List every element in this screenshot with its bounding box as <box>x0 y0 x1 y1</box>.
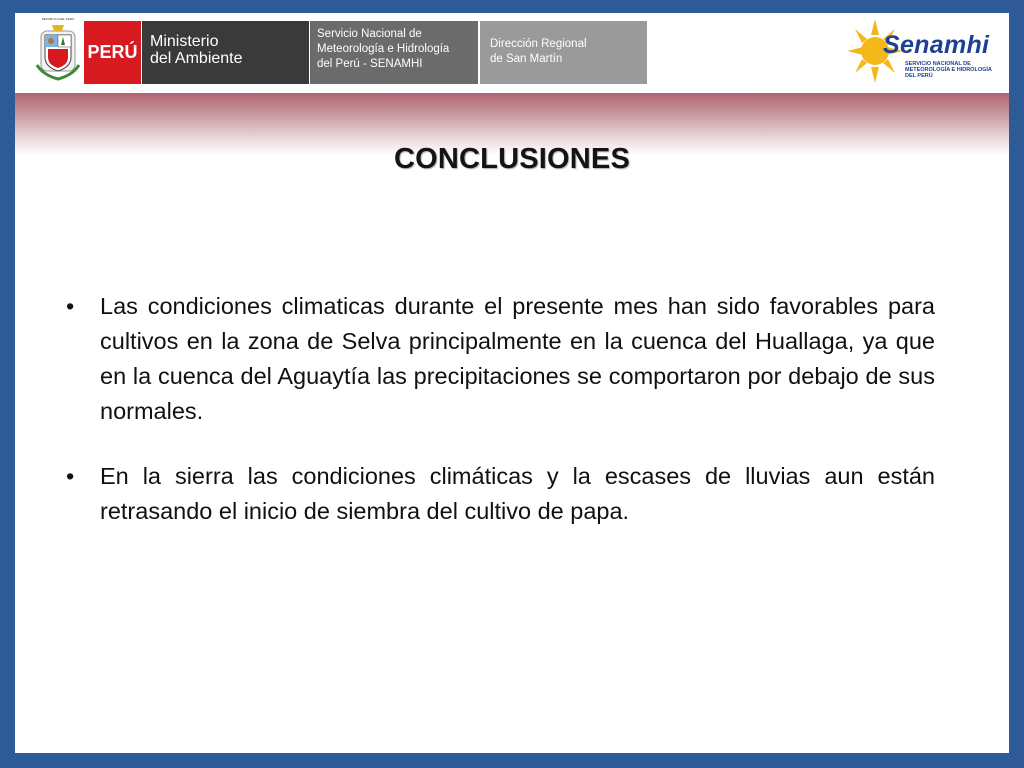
coat-of-arms-icon <box>35 21 81 83</box>
list-item <box>62 459 935 529</box>
ministry-line-1: Ministerio <box>150 33 219 50</box>
list-item-text: Las condiciones climaticas durante el presente mes han sido favorables para cultivos en la zona de Selva principalmente en la cuenca del Huallaga, ya que en la cuenca del Aguaytía las precipitaciones se comportaron por debajo de sus normales. <box>100 293 935 424</box>
ministry-block <box>142 21 309 84</box>
slide <box>15 13 1009 753</box>
direction-line-1: Dirección Regional <box>490 38 587 50</box>
peru-label-block <box>84 21 141 84</box>
slide-title: CONCLUSIONES <box>393 143 631 175</box>
regional-direction-block <box>480 21 647 84</box>
bullet-icon: • <box>66 293 75 319</box>
senamhi-logo <box>847 17 997 85</box>
coat-of-arms-caption: REPÚBLICA DEL PERÚ <box>41 17 75 21</box>
direction-line-2: de San Martín <box>490 53 563 65</box>
service-block <box>310 21 478 84</box>
senamhi-wordmark: Senamhi <box>883 31 990 59</box>
service-line-2: Meteorología e Hidrología <box>317 43 450 55</box>
list-item <box>62 289 935 429</box>
bullet-icon: • <box>66 463 75 489</box>
service-line-1: Servicio Nacional de <box>317 28 422 40</box>
conclusions-list <box>62 289 935 559</box>
peru-label: PERÚ <box>87 42 138 62</box>
header-logos <box>15 13 1009 91</box>
senamhi-subtitle: SERVICIO NACIONAL DE METEOROLOGÍA E HIDROLOGÍA DEL PERÚ <box>905 61 992 79</box>
list-item-text: En la sierra las condiciones climáticas y la escases de lluvias aun están retrasando el inicio de siembra del cultivo de papa. <box>100 463 935 524</box>
ministry-line-2: del Ambiente <box>150 50 243 67</box>
service-line-3: del Perú - SENAMHI <box>317 58 423 70</box>
